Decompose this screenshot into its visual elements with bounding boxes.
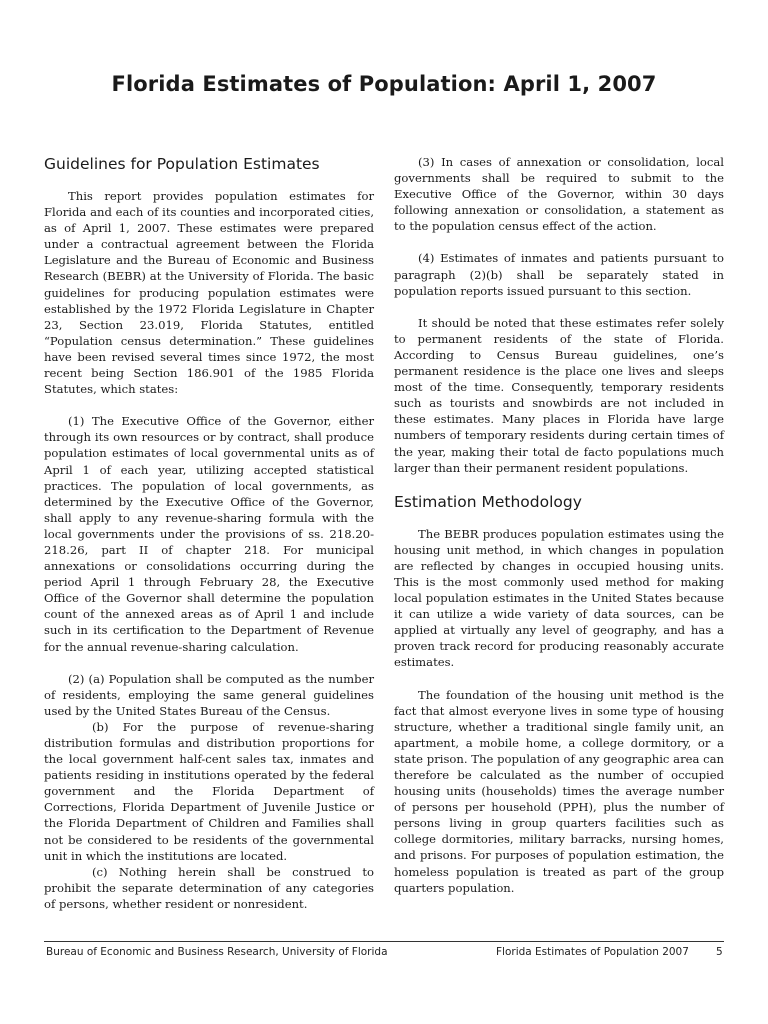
paragraph-housing-unit-method: The BEBR produces population estimates using the housing unit method, in which changes in population are reflected by changes in occupied housing units. This is the most commonly used method for making local population estimates in the United States because it can utilize a wide variety of data sources, can be applied at virtually any level of geography, and has a proven track record for producing reasonably accurate estimates.: [394, 526, 724, 670]
footer-divider: [44, 941, 724, 942]
footer-report-title: Florida Estimates of Population 2007: [496, 946, 689, 958]
paragraph-statute-4: (4) Estimates of inmates and patients pursuant to paragraph (2)(b) shall be separately stated in population reports issued pursuant to this section.: [394, 251, 724, 298]
paragraph-foundation: The foundation of the housing unit method is the fact that almost everyone lives in some type of housing structure, whether a traditional single family unit, an apartment, a mobile home, a college dormitory, or a state prison. The population of any geographic area can therefore be calculated as the number of occupied housing units (households) times the average number of persons per household (PPH), plus the number of persons living in group quarters facilities such as college dormitories, military barracks, nursing homes, and prisons. For purposes of population estimation, the homeless population is treated as part of the group quarters population.: [394, 687, 724, 895]
paragraph-intro: This report provides population estimates for Florida and each of its counties and incorporated cities, as of April 1, 2007. These estimates were prepared under a contractual agreement between the Florida Legislature and the Bureau of Economic and Business Research (BEBR) at the University of Florida. The basic guidelines for producing population estimates were established by the 1972 Florida Legislature in Chapter 23, Section 23.019, Florida Statutes, entitled “Population census determination.” These guidelines have been revised several times since 1972, the most recent being Section 186.901 of the 1985 Florida Statutes, which states:: [44, 189, 374, 397]
right-column: [394, 150, 724, 912]
section-heading-guidelines: Guidelines for Population Estimates: [44, 155, 320, 173]
paragraph-statute-3: (3) In cases of annexation or consolidation, local governments shall be required to submit to the Executive Office of the Governor, within 30 days following annexation or consolidation, a statement as to the population census effect of the action.: [394, 155, 724, 234]
section-heading-methodology: Estimation Methodology: [394, 492, 582, 511]
paragraph-statute-2c: (c) Nothing herein shall be construed to prohibit the separate determination of any categories of persons, whether resident or nonresident.: [44, 864, 374, 911]
page-number: 5: [716, 946, 723, 958]
left-column: [44, 150, 374, 928]
page-title: Florida Estimates of Population: April 1, 2007: [111, 72, 657, 96]
paragraph-statute-1: (1) The Executive Office of the Governor, either through its own resources or by contract, shall produce population estimates of local governmental units as of April 1 of each year, utilizing accepted statistical practices. The population of local governments, as determined by the Executive Office of the Governor, shall apply to any revenue-sharing formula with the local governments under the provisions of ss. 218.20-218.26, part II of chapter 218. For municipal annexations or consolidations occurring during the period April 1 through February 28, the Executive Office of the Governor shall determine the population count of the annexed areas as of April 1 and include such in its certification to the Department of Revenue for the annual revenue-sharing calculation.: [44, 414, 374, 654]
paragraph-statute-2b: (b) For the purpose of revenue-sharing distribution formulas and distribution proportions for the local government half-cent sales tax, inmates and patients residing in institutions operated by the federal government and the Florida Department of Corrections, Florida Department of Juvenile Justice or the Florida Department of Children and Families shall not be considered to be residents of the governmental unit in which the institutions are located.: [44, 719, 374, 863]
paragraph-permanent-residents: It should be noted that these estimates refer solely to permanent residents of the state of Florida. According to Census Bureau guidelines, one’s permanent residence is the place one lives and sleeps most of the time. Consequently, temporary residents such as tourists and snowbirds are not included in these estimates. Many places in Florida have large numbers of temporary residents during certain times of the year, making their total de facto populations much larger than their permanent resident populations.: [394, 315, 724, 475]
footer-publisher: Bureau of Economic and Business Research, University of Florida: [46, 946, 388, 958]
paragraph-statute-2a: (2) (a) Population shall be computed as the number of residents, employing the same general guidelines used by the United States Bureau of the Census.: [44, 671, 374, 718]
